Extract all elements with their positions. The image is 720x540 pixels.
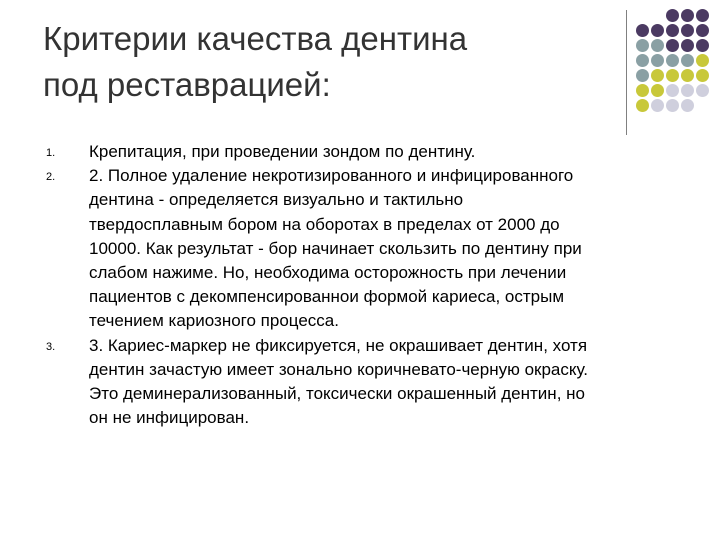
list-item — [43, 334, 703, 431]
list-number: 1. — [46, 147, 56, 159]
decor-dot — [636, 39, 649, 52]
decor-dot — [696, 24, 709, 37]
decor-dot — [681, 24, 694, 37]
title-line-1: Критерии качества дентина — [43, 20, 468, 57]
decor-dot — [696, 54, 709, 67]
list-item-text: Крепитация, при проведении зондом по дентину. — [89, 142, 476, 161]
decor-dot — [696, 84, 709, 97]
list-item-text: 2. Полное удаление некротизированного и инфицированного дентина - определяется визуально и тактильно твердосплавным бором на оборотах в пределах от 2000 до 10000. Как результат - бор начинает скользить по дентину при слабом нажиме. Но, необходима осторожность при лечении пациентов с декомпенсированнои формой кариеса, острым течением кариозного процесса. — [89, 166, 582, 331]
decor-dot — [681, 69, 694, 82]
slide-title — [43, 16, 613, 108]
decor-dot — [696, 39, 709, 52]
decor-dot — [651, 69, 664, 82]
decor-dot — [666, 54, 679, 67]
divider-line — [626, 10, 627, 135]
decor-dot — [681, 39, 694, 52]
decor-dot — [651, 54, 664, 67]
decor-dot — [666, 24, 679, 37]
decor-dot — [666, 9, 679, 22]
decor-dot — [636, 69, 649, 82]
list-number: 3. — [46, 340, 56, 353]
decor-dot — [666, 99, 679, 112]
decor-dot — [651, 24, 664, 37]
decor-dot — [696, 9, 709, 22]
decor-dot — [666, 69, 679, 82]
decor-dot — [666, 84, 679, 97]
decor-dot — [681, 54, 694, 67]
decor-dot — [696, 69, 709, 82]
decor-dot — [651, 39, 664, 52]
decor-dot — [651, 99, 664, 112]
decor-dot — [681, 99, 694, 112]
decor-dot — [681, 84, 694, 97]
list-number: 2. — [46, 171, 56, 184]
title-line-2: под реставрацией: — [43, 66, 331, 103]
decorative-dot-grid — [636, 9, 716, 113]
decor-dot — [636, 84, 649, 97]
decor-dot — [666, 39, 679, 52]
list-item — [43, 164, 703, 333]
decor-dot — [636, 24, 649, 37]
decor-dot — [651, 84, 664, 97]
decor-dot — [636, 99, 649, 112]
list-item-text: 3. Кариес-маркер не фиксируется, не окрашивает дентин, хотя дентин зачастую имеет зонально коричневато-черную окраску. Это деминерализованный, токсически окрашенный дентин, но он не инфицирован. — [89, 335, 589, 428]
decor-dot — [636, 54, 649, 67]
decor-dot — [681, 9, 694, 22]
criteria-list — [43, 140, 703, 430]
list-item — [43, 140, 703, 164]
